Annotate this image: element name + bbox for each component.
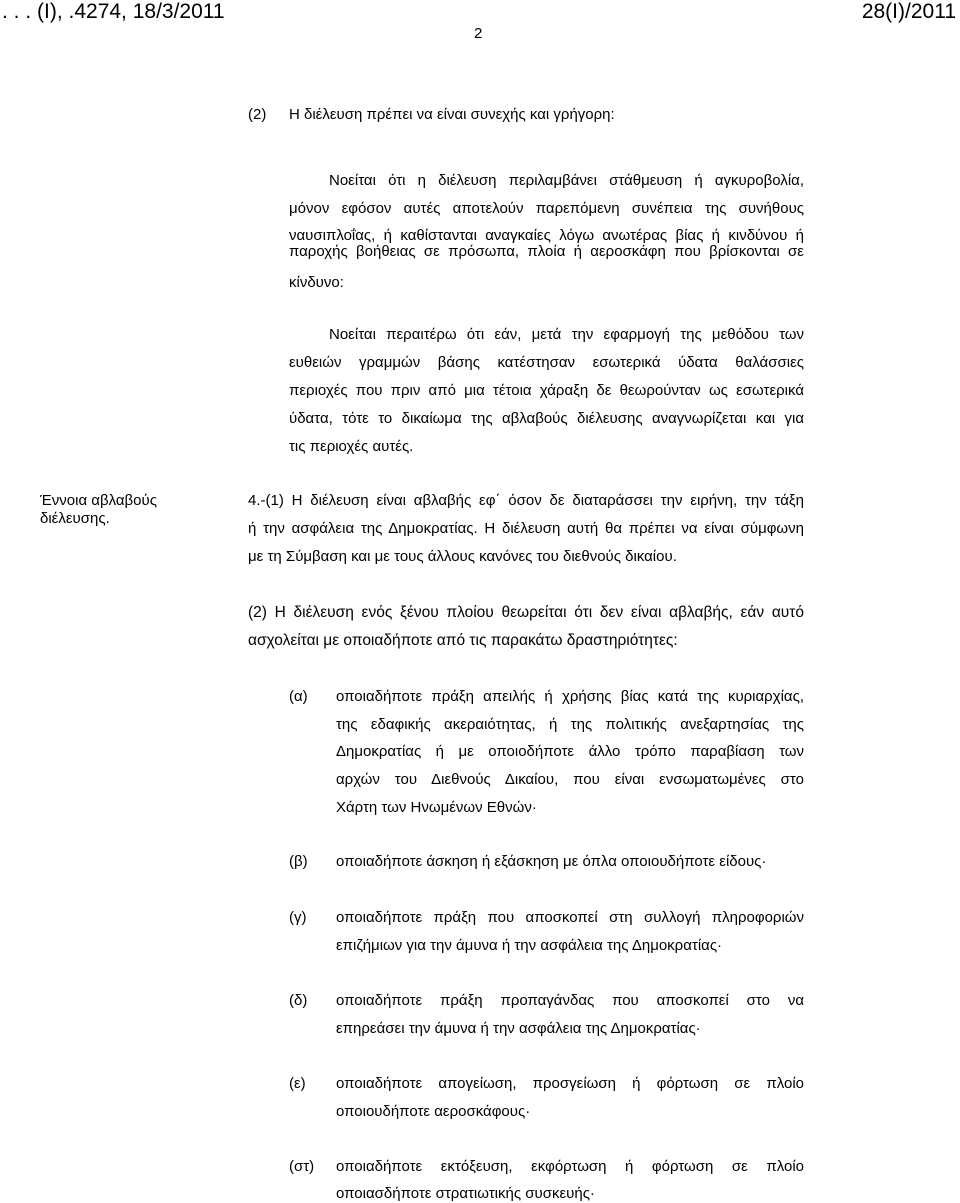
marginal-note-line: Έννοια αβλαβούς [40, 492, 157, 509]
item-line: αρχών του Διεθνούς Δικαίου, που είναι ενσωματωμένες στο [336, 771, 804, 788]
item-line: οποιασδήποτε στρατιωτικής συσκευής· [336, 1185, 595, 1202]
item-line: επιζήμιων για την άμυνα ή την ασφάλεια της Δημοκρατίας· [336, 937, 723, 954]
item-label: (δ) [289, 992, 308, 1009]
header-right: 28(Ι)/2011 [861, 0, 956, 23]
item-line: Χάρτη των Ηνωμένων Εθνών· [336, 799, 537, 816]
item-label: (α) [289, 688, 308, 705]
paragraph-text: Η διέλευση πρέπει να είναι συνεχής και γρήγορη: [289, 106, 615, 123]
item-line: οποιαδήποτε πράξη προπαγάνδας που αποσκοπεί στο να [336, 992, 804, 1009]
proviso-line: ύδατα, τότε το δικαίωμα της αβλαβούς διέλευσης αναγνωρίζεται και για [289, 410, 804, 427]
item-line: οποιαδήποτε άσκηση ή εξάσκηση με όπλα οποιουδήποτε είδους· [336, 853, 767, 870]
item-line: οποιαδήποτε απογείωση, προσγείωση ή φόρτωση σε πλοίο [336, 1075, 804, 1092]
item-label: (γ) [289, 909, 307, 926]
section-line: 4.-(1) Η διέλευση είναι αβλαβής εφ΄ όσον δε διαταράσσει την ειρήνη, την τάξη [248, 492, 804, 509]
proviso-line: περιοχές που πριν από μια τέτοια χάραξη δε θεωρούνταν ως εσωτερικά [289, 382, 804, 399]
marginal-note-line: διέλευσης. [40, 510, 110, 527]
item-line: οποιαδήποτε εκτόξευση, εκφόρτωση ή φόρτωση σε πλοίο [336, 1158, 804, 1175]
section-line: με τη Σύμβαση και με τους άλλους κανόνες του διεθνούς δικαίου. [248, 548, 677, 565]
proviso-line: κίνδυνο: [289, 274, 344, 291]
proviso-line: Νοείται περαιτέρω ότι εάν, μετά την εφαρμογή της μεθόδου των [329, 326, 804, 343]
item-line: της εδαφικής ακεραιότητας, ή της πολιτικής ανεξαρτησίας της [336, 716, 804, 733]
page-number: 2 [474, 25, 483, 42]
section-line: ή την ασφάλεια της Δημοκρατίας. Η διέλευση αυτή θα πρέπει να είναι σύμφωνη [248, 520, 804, 537]
item-label: (στ) [289, 1158, 315, 1175]
proviso-line: ναυσιπλοΐας, ή καθίστανται αναγκαίες λόγω ανωτέρας βίας ή κινδύνου ή [289, 227, 804, 244]
proviso-line: παροχής βοήθειας σε πρόσωπα, πλοία ή αεροσκάφη που βρίσκονται σε [289, 243, 804, 260]
item-line: οποιαδήποτε πράξη που αποσκοπεί στη συλλογή πληροφοριών [336, 909, 804, 926]
proviso-line: τις περιοχές αυτές. [289, 438, 414, 455]
paragraph-label: (2) [248, 106, 267, 123]
item-label: (β) [289, 853, 308, 870]
item-line: Δημοκρατίας ή με οποιοδήποτε άλλο τρόπο παραβίαση των [336, 743, 804, 760]
header-left: . . . (Ι), .4274, 18/3/2011 [2, 0, 225, 23]
proviso-line: ευθειών γραμμών βάσης κατέστησαν εσωτερικά ύδατα θαλάσσιες [289, 354, 804, 371]
proviso-line: Νοείται ότι η διέλευση περιλαμβάνει στάθμευση ή αγκυροβολία, [329, 172, 804, 189]
item-line: επηρεάσει την άμυνα ή την ασφάλεια της Δημοκρατίας· [336, 1020, 701, 1037]
section-line: (2) Η διέλευση ενός ξένου πλοίου θεωρείται ότι δεν είναι αβλαβής, εάν αυτό [248, 604, 804, 621]
item-line: οποιουδήποτε αεροσκάφους· [336, 1103, 531, 1120]
proviso-line: μόνον εφόσον αυτές αποτελούν παρεπόμενη συνέπεια της συνήθους [289, 200, 804, 217]
section-line: ασχολείται με οποιαδήποτε από τις παρακάτω δραστηριότητες: [248, 632, 678, 649]
item-line: οποιαδήποτε πράξη απειλής ή χρήσης βίας κατά της κυριαρχίας, [336, 688, 804, 705]
item-label: (ε) [289, 1075, 306, 1092]
